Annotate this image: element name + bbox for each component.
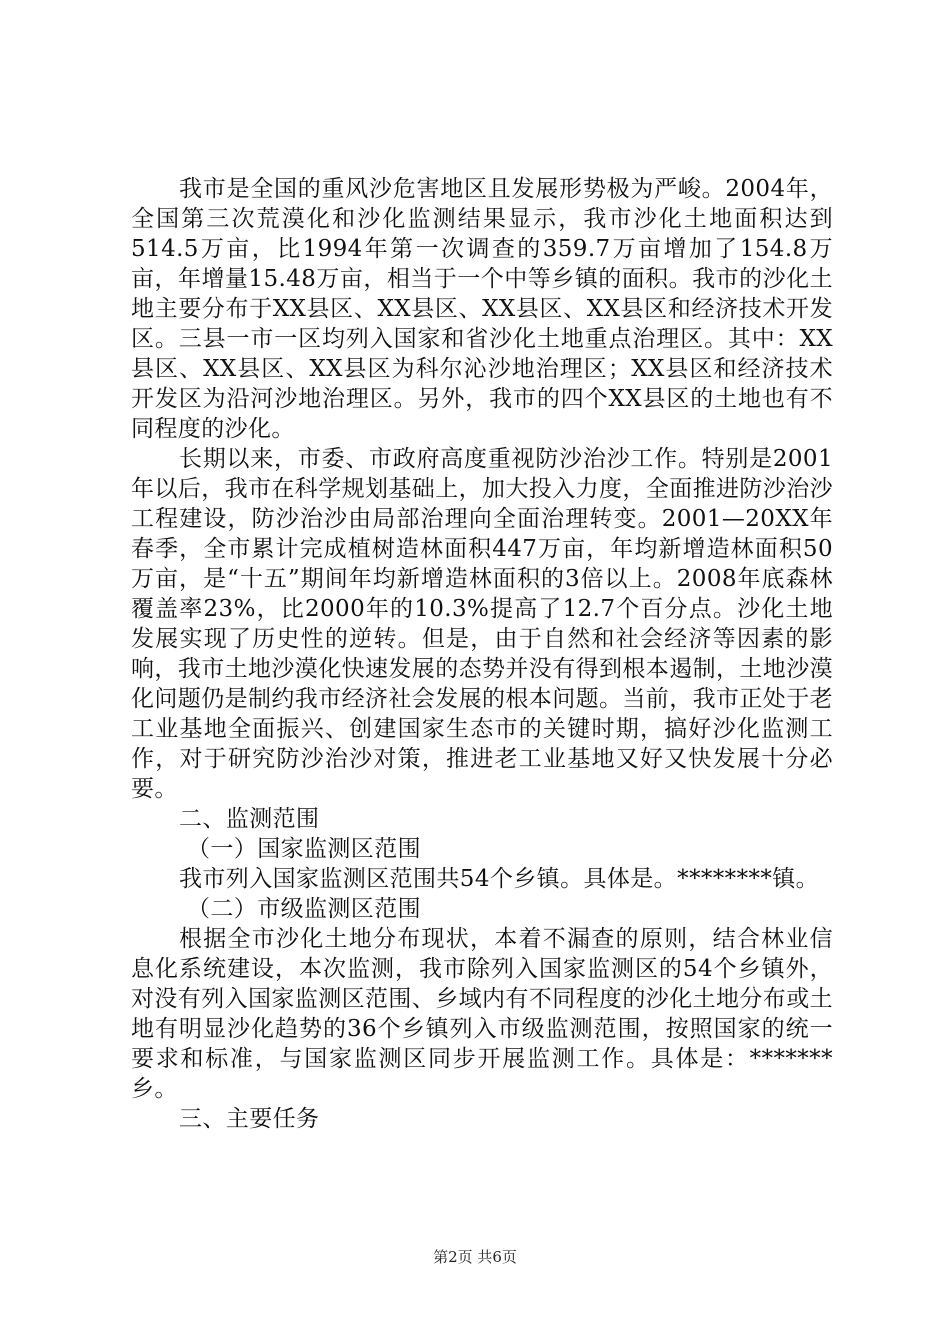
page-number-footer: 第2页 共6页	[433, 1248, 517, 1266]
paragraph-national-monitoring-area: 我市列入国家监测区范围共54个乡镇。具体是。********镇。	[179, 866, 820, 892]
subheading-national-monitoring-area: （一）国家监测区范围	[187, 836, 421, 862]
subheading-city-monitoring-area: （二）市级监测区范围	[187, 896, 421, 922]
section-heading-main-tasks: 三、主要任务	[179, 1106, 320, 1132]
paragraph-desertification-status: 我市是全国的重风沙危害地区且发展形势极为严峻。2004年，全国第三次荒漠化和沙化监测结果显示，我市沙化土地面积达到514.5万亩，比1994年第一次调查的359.7万亩增加了154.8万亩，年增量15.48万亩，相当于一个中等乡镇的面积。我市的沙化土地主要分布于XX县区、XX县区、XX县区、XX县区和经济技术开发区。三县一市一区均列入国家和省沙化土地重点治理区。其中：XX县区、XX县区、XX县区为科尔沁沙地治理区；XX县区和经济技术开发区为沿河沙地治理区。另外，我市的四个XX县区的土地也有不同程度的沙化。	[131, 176, 833, 442]
paragraph-city-monitoring-area: 根据全市沙化土地分布现状，本着不漏查的原则，结合林业信息化系统建设，本次监测，我市除列入国家监测区的54个乡镇外，对没有列入国家监测区范围、乡域内有不同程度的沙化土地分布或土地有明显沙化趋势的36个乡镇列入市级监测范围，按照国家的统一要求和标准，与国家监测区同步开展监测工作。具体是：*******乡。	[131, 926, 833, 1102]
document-body	[131, 174, 833, 1134]
paragraph-control-progress: 长期以来，市委、市政府高度重视防沙治沙工作。特别是2001年以后，我市在科学规划基础上，加大投入力度，全面推进防沙治沙工程建设，防沙治沙由局部治理向全面治理转变。2001—20XX年春季，全市累计完成植树造林面积447万亩，年均新增造林面积50万亩，是“十五”期间年均新增造林面积的3倍以上。2008年底森林覆盖率23%，比2000年的10.3%提高了12.7个百分点。沙化土地发展实现了历史性的逆转。但是，由于自然和社会经济等因素的影响，我市土地沙漠化快速发展的态势并没有得到根本遏制，土地沙漠化问题仍是制约我市经济社会发展的根本问题。当前，我市正处于老工业基地全面振兴、创建国家生态市的关键时期，搞好沙化监测工作，对于研究防沙治沙对策，推进老工业基地又好又快发展十分必要。	[131, 446, 833, 802]
section-heading-monitoring-scope: 二、监测范围	[179, 806, 320, 832]
